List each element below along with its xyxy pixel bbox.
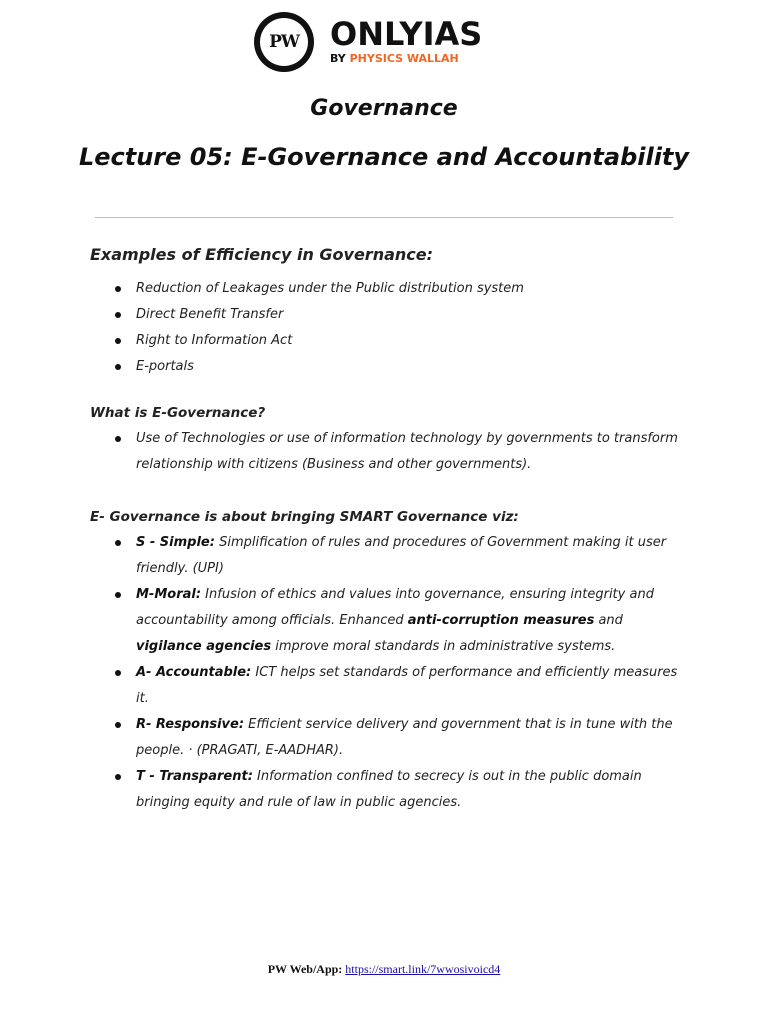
efficiency-section bbox=[90, 242, 690, 380]
smart-item-transparent: T - Transparent: Information confined to secrecy is out in the public domain bringing equity and rule of law in public agencies. bbox=[90, 764, 690, 816]
brand-logo bbox=[330, 15, 483, 65]
brand-sub bbox=[330, 52, 482, 65]
smart-item-simple: S - Simple: Simplification of rules and procedures of Government making it user friendly. (UPI) bbox=[90, 530, 690, 582]
lecture-title: Lecture 05: E-Governance and Accountability bbox=[78, 143, 690, 171]
egov-heading: What is E-Governance? bbox=[90, 405, 266, 421]
egov-section bbox=[90, 400, 690, 478]
list-item: Direct Benefit Transfer bbox=[90, 302, 690, 328]
smart-term: A- Accountable: bbox=[136, 665, 252, 680]
efficiency-heading: Examples of Efficiency in Governance: bbox=[90, 245, 434, 264]
list-item: Right to Information Act bbox=[90, 328, 690, 354]
smart-list bbox=[90, 530, 690, 816]
footer-label: PW Web/App: bbox=[267, 962, 343, 976]
pw-logo bbox=[254, 12, 314, 72]
list-item: Use of Technologies or use of information technology by governments to transform relationship with citizens (Business and other governments). bbox=[90, 426, 690, 478]
smart-section bbox=[90, 504, 690, 816]
smart-heading: E- Governance is about bringing SMART Governance viz: bbox=[90, 509, 519, 525]
header bbox=[0, 8, 768, 78]
page-title: Governance bbox=[310, 96, 458, 121]
smart-item-moral: M-Moral: Infusion of ethics and values into governance, ensuring integrity and accountability among officials. Enhanced anti-corruption measures and vigilance agencies improve moral standards in administrative systems. bbox=[90, 582, 690, 660]
smart-term: S - Simple: bbox=[136, 535, 215, 550]
smart-item-responsive: R- Responsive: Efficient service delivery and government that is in tune with the people. · (PRAGATI, E-AADHAR). bbox=[90, 712, 690, 764]
smart-term: M-Moral: bbox=[136, 587, 202, 602]
brand-name: ONLYIAS bbox=[330, 15, 483, 53]
brand-physics-wallah: PHYSICS WALLAH bbox=[349, 52, 459, 65]
footer bbox=[0, 962, 768, 977]
smart-term: R- Responsive: bbox=[136, 717, 245, 732]
pw-logo-text: PW bbox=[269, 32, 299, 52]
egov-list bbox=[90, 426, 690, 478]
smart-item-accountable: A- Accountable: ICT helps set standards of performance and efficiently measures it. bbox=[90, 660, 690, 712]
footer-link[interactable]: https://smart.link/7wwosivoicd4 bbox=[345, 962, 501, 976]
brand-by: BY bbox=[330, 52, 346, 65]
list-item: E-portals bbox=[90, 354, 690, 380]
smart-term: T - Transparent: bbox=[136, 769, 253, 784]
list-item: Reduction of Leakages under the Public distribution system bbox=[90, 276, 690, 302]
divider bbox=[95, 217, 673, 218]
efficiency-list bbox=[90, 276, 690, 380]
